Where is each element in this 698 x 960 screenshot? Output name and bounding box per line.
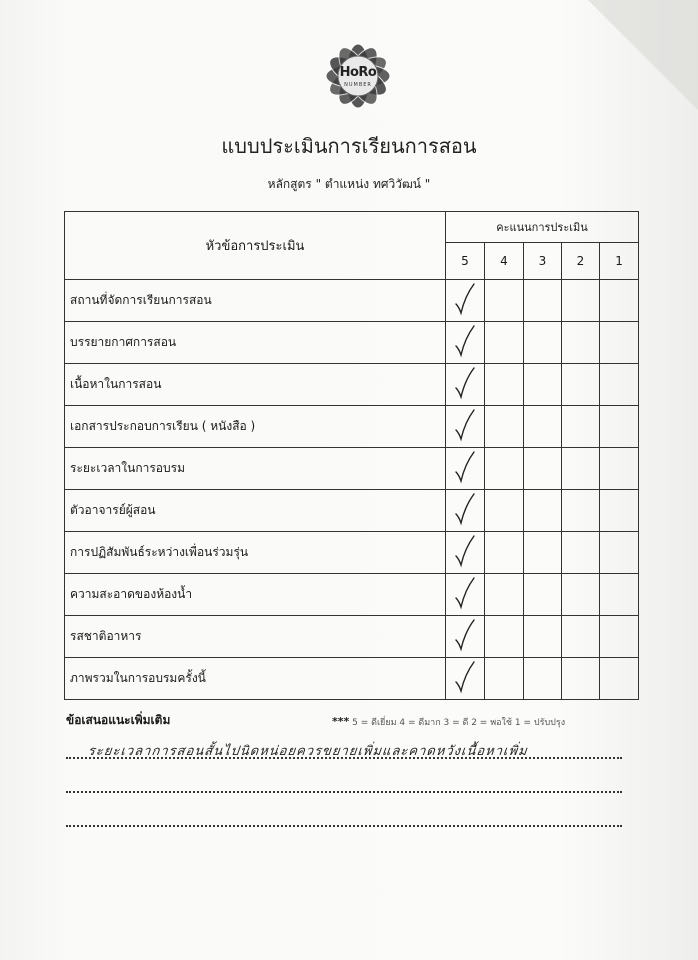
criterion-label: การปฏิสัมพันธ์ระหว่างเพื่อนร่วมรุ่น xyxy=(65,532,446,574)
score-cell-5[interactable] xyxy=(446,490,485,532)
score-column-5: 5 xyxy=(446,243,485,280)
score-cell-4[interactable] xyxy=(485,574,524,616)
checkmark-icon xyxy=(454,324,476,362)
score-cell-1[interactable] xyxy=(600,448,639,490)
criterion-label: ตัวอาจารย์ผู้สอน xyxy=(65,490,446,532)
logo-brand-text: HoRo xyxy=(339,65,377,80)
legend-stars: *** xyxy=(332,715,350,728)
score-cell-3[interactable] xyxy=(524,574,562,616)
score-cell-4[interactable] xyxy=(485,658,524,700)
score-cell-2[interactable] xyxy=(562,406,600,448)
horo-logo xyxy=(318,38,398,116)
criterion-label: เนื้อหาในการสอน xyxy=(65,364,446,406)
table-row xyxy=(65,280,639,322)
score-cell-5[interactable] xyxy=(446,448,485,490)
criterion-label: รสชาติอาหาร xyxy=(65,616,446,658)
table-row xyxy=(65,448,639,490)
criterion-label: บรรยายกาศการสอน xyxy=(65,322,446,364)
score-cell-4[interactable] xyxy=(485,322,524,364)
score-cell-5[interactable] xyxy=(446,280,485,322)
suggestion-line-2[interactable] xyxy=(66,791,622,793)
checkmark-icon xyxy=(454,534,476,572)
score-cell-2[interactable] xyxy=(562,616,600,658)
checkmark-icon xyxy=(454,618,476,656)
score-cell-3[interactable] xyxy=(524,658,562,700)
table-row xyxy=(65,490,639,532)
score-cell-3[interactable] xyxy=(524,406,562,448)
score-cell-3[interactable] xyxy=(524,448,562,490)
suggestion-label: ข้อเสนอแนะเพิ่มเติม xyxy=(66,713,171,727)
table-row xyxy=(65,364,639,406)
score-legend xyxy=(332,715,565,729)
table-row xyxy=(65,406,639,448)
suggestion-line-1[interactable] xyxy=(66,757,622,759)
logo-sub-text: NUMBER xyxy=(344,82,372,88)
score-cell-4[interactable] xyxy=(485,616,524,658)
score-column-3: 3 xyxy=(524,243,562,280)
score-cell-2[interactable] xyxy=(562,574,600,616)
evaluation-table xyxy=(64,211,639,700)
checkmark-icon xyxy=(454,366,476,404)
score-cell-5[interactable] xyxy=(446,574,485,616)
score-cell-4[interactable] xyxy=(485,532,524,574)
topic-header: หัวข้อการประเมิน xyxy=(65,212,446,280)
table-row xyxy=(65,574,639,616)
score-cell-1[interactable] xyxy=(600,616,639,658)
score-cell-1[interactable] xyxy=(600,280,639,322)
score-cell-2[interactable] xyxy=(562,532,600,574)
score-cell-3[interactable] xyxy=(524,490,562,532)
table-row xyxy=(65,616,639,658)
score-cell-1[interactable] xyxy=(600,532,639,574)
checkmark-icon xyxy=(454,492,476,530)
legend-text: 5 = ดีเยี่ยม 4 = ดีมาก 3 = ดี 2 = พอใช้ 1 = ปรับปรุง xyxy=(352,718,566,728)
checkmark-icon xyxy=(454,450,476,488)
criterion-label: ความสะอาดของห้องน้ำ xyxy=(65,574,446,616)
score-cell-5[interactable] xyxy=(446,532,485,574)
checkmark-icon xyxy=(454,408,476,446)
score-cell-4[interactable] xyxy=(485,280,524,322)
checkmark-icon xyxy=(454,660,476,698)
score-cell-1[interactable] xyxy=(600,406,639,448)
score-cell-2[interactable] xyxy=(562,364,600,406)
score-cell-2[interactable] xyxy=(562,448,600,490)
score-cell-5[interactable] xyxy=(446,406,485,448)
score-cell-5[interactable] xyxy=(446,322,485,364)
score-column-2: 2 xyxy=(562,243,600,280)
suggestion-line-3[interactable] xyxy=(66,825,622,827)
course-subtitle: หลักสูตร " ตำแหน่ง ทศวิวัฒน์ " xyxy=(267,177,431,191)
score-cell-2[interactable] xyxy=(562,280,600,322)
score-cell-3[interactable] xyxy=(524,616,562,658)
score-cell-2[interactable] xyxy=(562,490,600,532)
score-cell-1[interactable] xyxy=(600,364,639,406)
score-cell-4[interactable] xyxy=(485,364,524,406)
score-cell-2[interactable] xyxy=(562,658,600,700)
score-cell-5[interactable] xyxy=(446,364,485,406)
criterion-label: ระยะเวลาในการอบรม xyxy=(65,448,446,490)
score-cell-1[interactable] xyxy=(600,574,639,616)
score-cell-5[interactable] xyxy=(446,616,485,658)
checkmark-icon xyxy=(454,282,476,320)
score-cell-4[interactable] xyxy=(485,406,524,448)
score-cell-4[interactable] xyxy=(485,490,524,532)
criterion-label: เอกสารประกอบการเรียน ( หนังสือ ) xyxy=(65,406,446,448)
score-cell-4[interactable] xyxy=(485,448,524,490)
table-row xyxy=(65,532,639,574)
table-row xyxy=(65,322,639,364)
score-cell-1[interactable] xyxy=(600,490,639,532)
page-title: แบบประเมินการเรียนการสอน xyxy=(221,134,477,158)
score-cell-3[interactable] xyxy=(524,532,562,574)
score-cell-1[interactable] xyxy=(600,658,639,700)
score-column-4: 4 xyxy=(485,243,524,280)
score-cell-1[interactable] xyxy=(600,322,639,364)
table-row xyxy=(65,658,639,700)
score-header: คะแนนการประเมิน xyxy=(446,212,639,243)
score-cell-3[interactable] xyxy=(524,322,562,364)
score-column-1: 1 xyxy=(600,243,639,280)
score-cell-3[interactable] xyxy=(524,364,562,406)
page-corner-shadow xyxy=(588,0,698,110)
score-cell-3[interactable] xyxy=(524,280,562,322)
criterion-label: สถานที่จัดการเรียนการสอน xyxy=(65,280,446,322)
checkmark-icon xyxy=(454,576,476,614)
criterion-label: ภาพรวมในการอบรมครั้งนี้ xyxy=(65,658,446,700)
handwritten-suggestion: ระยะเวลาการสอนสั้นไปนิดหน่อยควรขยายเพิ่มและคาดหวังเนื้อหาเพิ่ม xyxy=(87,744,529,759)
score-cell-5[interactable] xyxy=(446,658,485,700)
score-cell-2[interactable] xyxy=(562,322,600,364)
